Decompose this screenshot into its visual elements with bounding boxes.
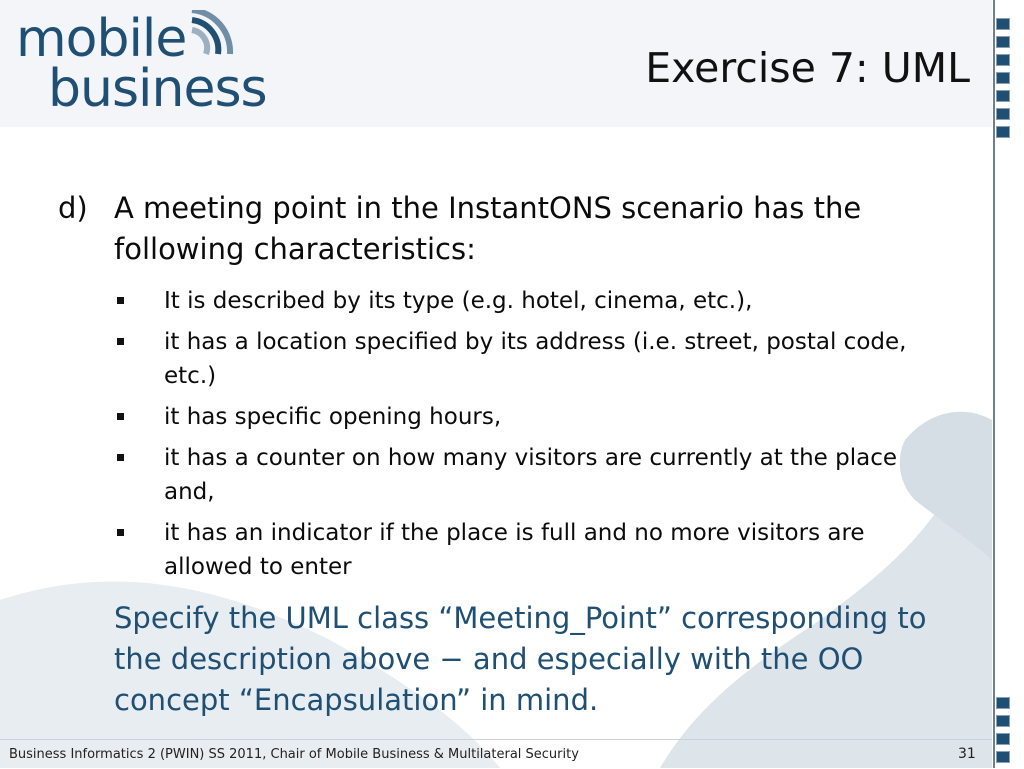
list-item-text: it has an indicator if the place is full and no more visitors are allowed to enter [164, 520, 865, 580]
right-border-line [993, 0, 995, 768]
list-item [114, 400, 958, 434]
footer-divider [0, 739, 992, 740]
signal-waves-icon [188, 10, 258, 70]
question-row [58, 188, 958, 270]
mobile-business-logo [8, 8, 288, 120]
slide-content [58, 188, 958, 721]
instruction-text: Specify the UML class “Meeting_Point” corresponding to the description above − and especially with the OO concept “Encapsulation” in mind. [114, 601, 927, 717]
list-item-text: It is described by its type (e.g. hotel, cinema, etc.), [164, 288, 753, 314]
list-item [114, 441, 958, 509]
list-item-text: it has specific opening hours, [164, 404, 502, 430]
slide-title: Exercise 7: UML [645, 44, 970, 92]
page-number: 31 [958, 746, 976, 762]
footer-text: Business Informatics 2 (PWIN) SS 2011, Chair of Mobile Business & Multilateral Security [9, 747, 579, 762]
bullet-square-icon [114, 284, 164, 318]
characteristics-list [114, 284, 958, 584]
logo-line-business: business [48, 59, 267, 119]
question-text: A meeting point in the InstantONS scenario has the following characteristics: [114, 191, 862, 266]
list-item [114, 325, 958, 393]
logo-line-mobile: mobile [16, 9, 187, 69]
bullet-square-icon [114, 516, 164, 584]
list-item-text: it has a counter on how many visitors are currently at the place and, [164, 445, 897, 505]
list-item [114, 284, 958, 318]
question-letter: d) [58, 191, 88, 225]
bullet-square-icon [114, 441, 164, 509]
decorative-squares-bottom [996, 697, 1010, 769]
list-item [114, 516, 958, 584]
decorative-squares-top [996, 18, 1010, 144]
bullet-square-icon [114, 325, 164, 393]
bullet-square-icon [114, 400, 164, 434]
list-item-text: it has a location specified by its address (i.e. street, postal code, etc.) [164, 329, 907, 389]
